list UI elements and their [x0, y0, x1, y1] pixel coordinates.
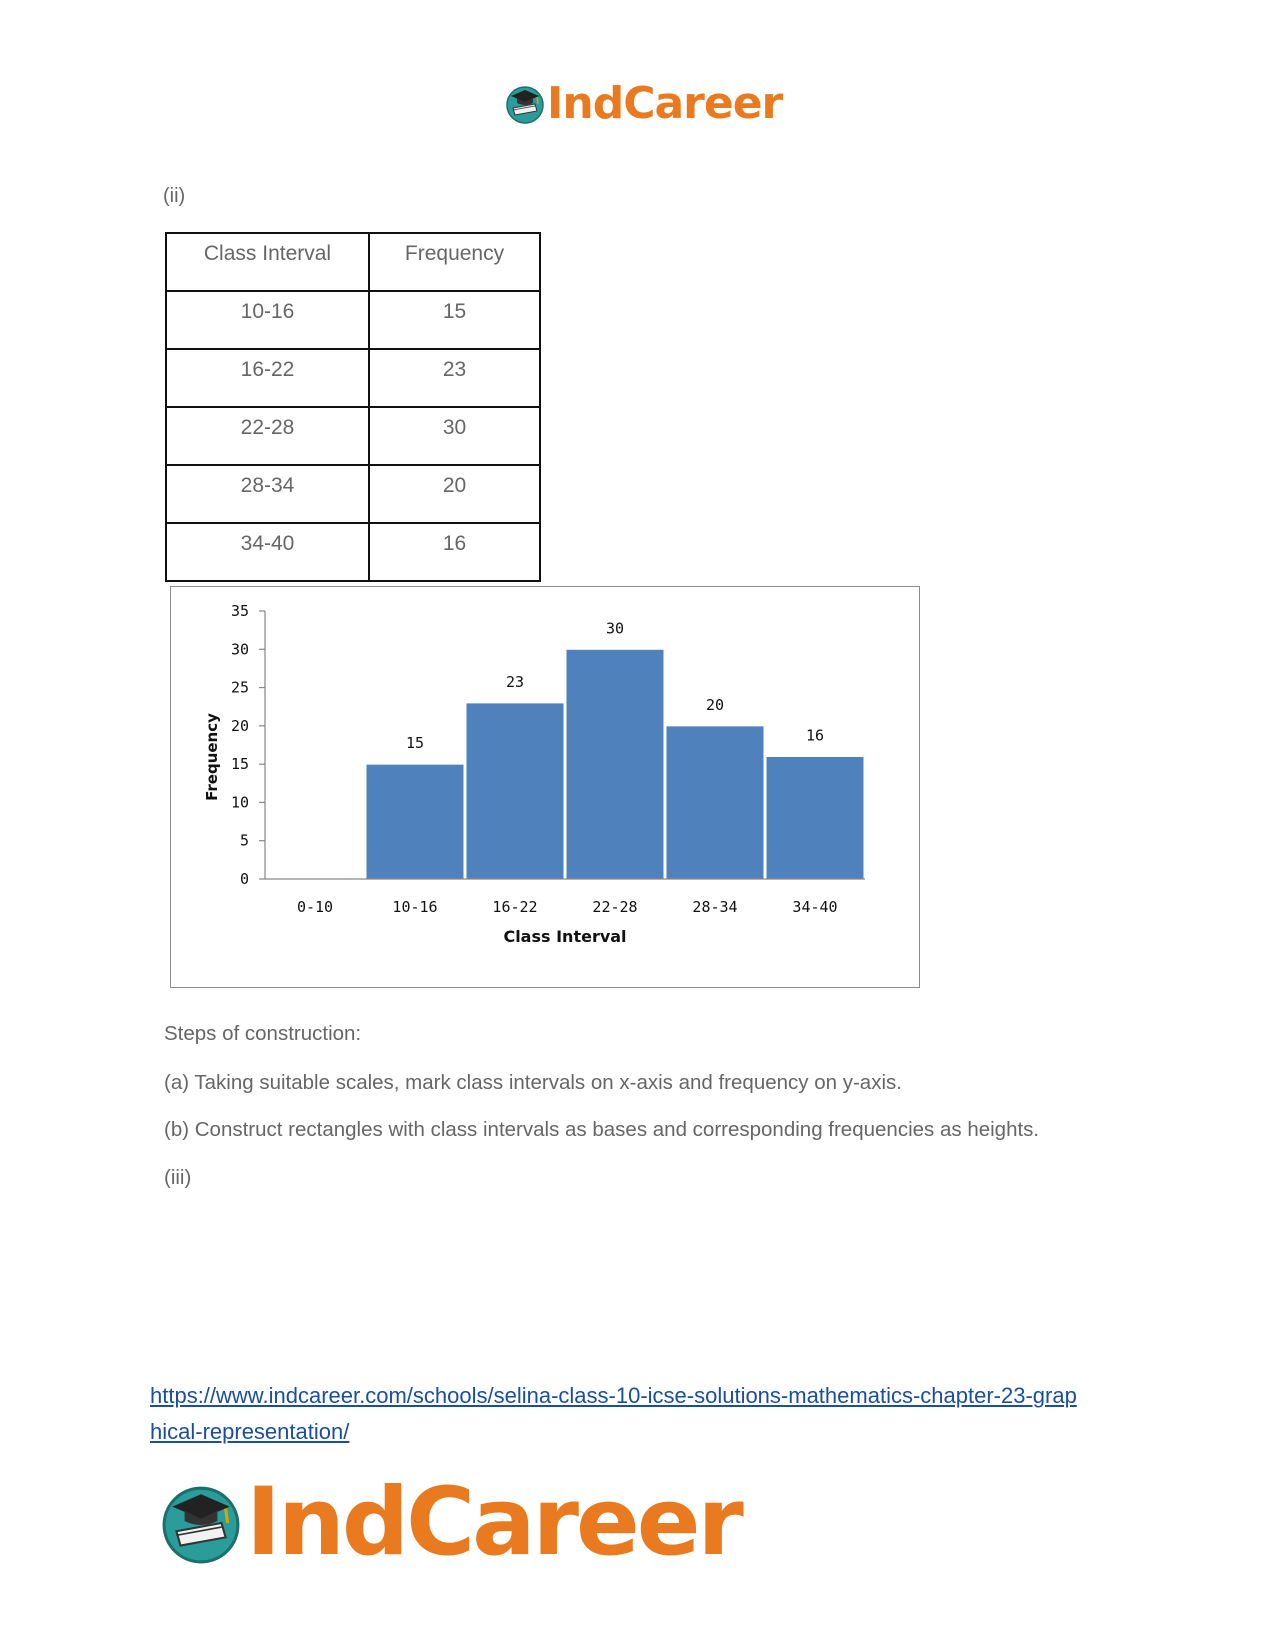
x-tick-label: 0-10 — [296, 898, 334, 916]
cell-class-interval: 28-34 — [166, 465, 369, 523]
cell-class-interval: 22-28 — [166, 407, 369, 465]
brand-name: IndCareer — [246, 1468, 741, 1577]
steps-heading: Steps of construction: — [164, 1022, 362, 1045]
bar-data-label: 15 — [405, 734, 425, 753]
bar-data-label: 16 — [805, 726, 825, 745]
table-header-row — [166, 233, 540, 291]
y-axis-title: Frequency — [203, 713, 221, 801]
bars — [366, 649, 864, 879]
table-row — [166, 349, 540, 407]
y-tick-label: 0 — [239, 870, 249, 888]
table-row — [166, 465, 540, 523]
y-tick-label: 15 — [230, 755, 249, 774]
histogram-chart — [170, 586, 920, 988]
section-label-ii: (ii) — [163, 185, 186, 207]
graduation-cap-book-icon — [505, 84, 545, 124]
histogram-bar-16-22 — [466, 703, 564, 879]
cell-class-interval: 10-16 — [166, 291, 369, 349]
chart-svg — [171, 587, 921, 989]
y-tick-label: 20 — [230, 716, 249, 735]
graduation-cap-book-icon — [160, 1482, 242, 1564]
source-url-line-1[interactable]: https://www.indcareer.com/schools/selina-class-10-icse-solutions-mathematics-chapter-23-grap — [150, 1383, 1077, 1408]
y-tick-label: 25 — [230, 678, 249, 697]
histogram-bar-22-28 — [566, 649, 664, 879]
brand-name: IndCareer — [547, 78, 783, 129]
x-tick-label: 16-22 — [492, 898, 538, 916]
y-tick-label: 5 — [239, 831, 249, 850]
cell-frequency: 20 — [369, 465, 540, 523]
x-tick-label: 34-40 — [792, 898, 838, 916]
table-row — [166, 291, 540, 349]
frequency-table — [165, 232, 541, 582]
histogram-bar-34-40 — [766, 756, 864, 879]
y-axis-ticks — [231, 602, 265, 888]
indcareer-logo-bottom — [160, 1468, 741, 1577]
x-axis-tick-labels — [297, 898, 838, 916]
step-b: (b) Construct rectangles with class intervals as bases and corresponding frequencies as heights. — [164, 1118, 1040, 1141]
indcareer-logo-top — [505, 78, 782, 129]
cell-frequency: 23 — [369, 349, 540, 407]
x-tick-label: 10-16 — [392, 898, 438, 916]
y-tick-label: 35 — [230, 602, 249, 620]
bar-data-label: 30 — [605, 619, 625, 638]
y-tick-label: 10 — [230, 793, 249, 812]
section-label-iii: (iii) — [164, 1166, 192, 1189]
y-tick-label: 30 — [230, 640, 249, 659]
cell-frequency: 30 — [369, 407, 540, 465]
histogram-bar-28-34 — [666, 726, 764, 879]
table-row — [166, 407, 540, 465]
x-axis-title: Class Interval — [503, 927, 627, 946]
cell-class-interval: 16-22 — [166, 349, 369, 407]
x-tick-label: 28-34 — [692, 898, 738, 916]
x-tick-label: 22-28 — [592, 898, 638, 916]
bar-data-label: 20 — [705, 695, 725, 714]
cell-frequency: 15 — [369, 291, 540, 349]
bar-data-label: 23 — [505, 672, 525, 691]
step-a: (a) Taking suitable scales, mark class intervals on x-axis and frequency on y-axis. — [164, 1071, 902, 1094]
table-row — [166, 523, 540, 581]
header-class-interval: Class Interval — [166, 233, 369, 291]
source-url-line-2[interactable]: hical-representation/ — [150, 1419, 350, 1444]
cell-class-interval: 34-40 — [166, 523, 369, 581]
cell-frequency: 16 — [369, 523, 540, 581]
histogram-bar-10-16 — [366, 764, 464, 879]
header-frequency: Frequency — [369, 233, 540, 291]
